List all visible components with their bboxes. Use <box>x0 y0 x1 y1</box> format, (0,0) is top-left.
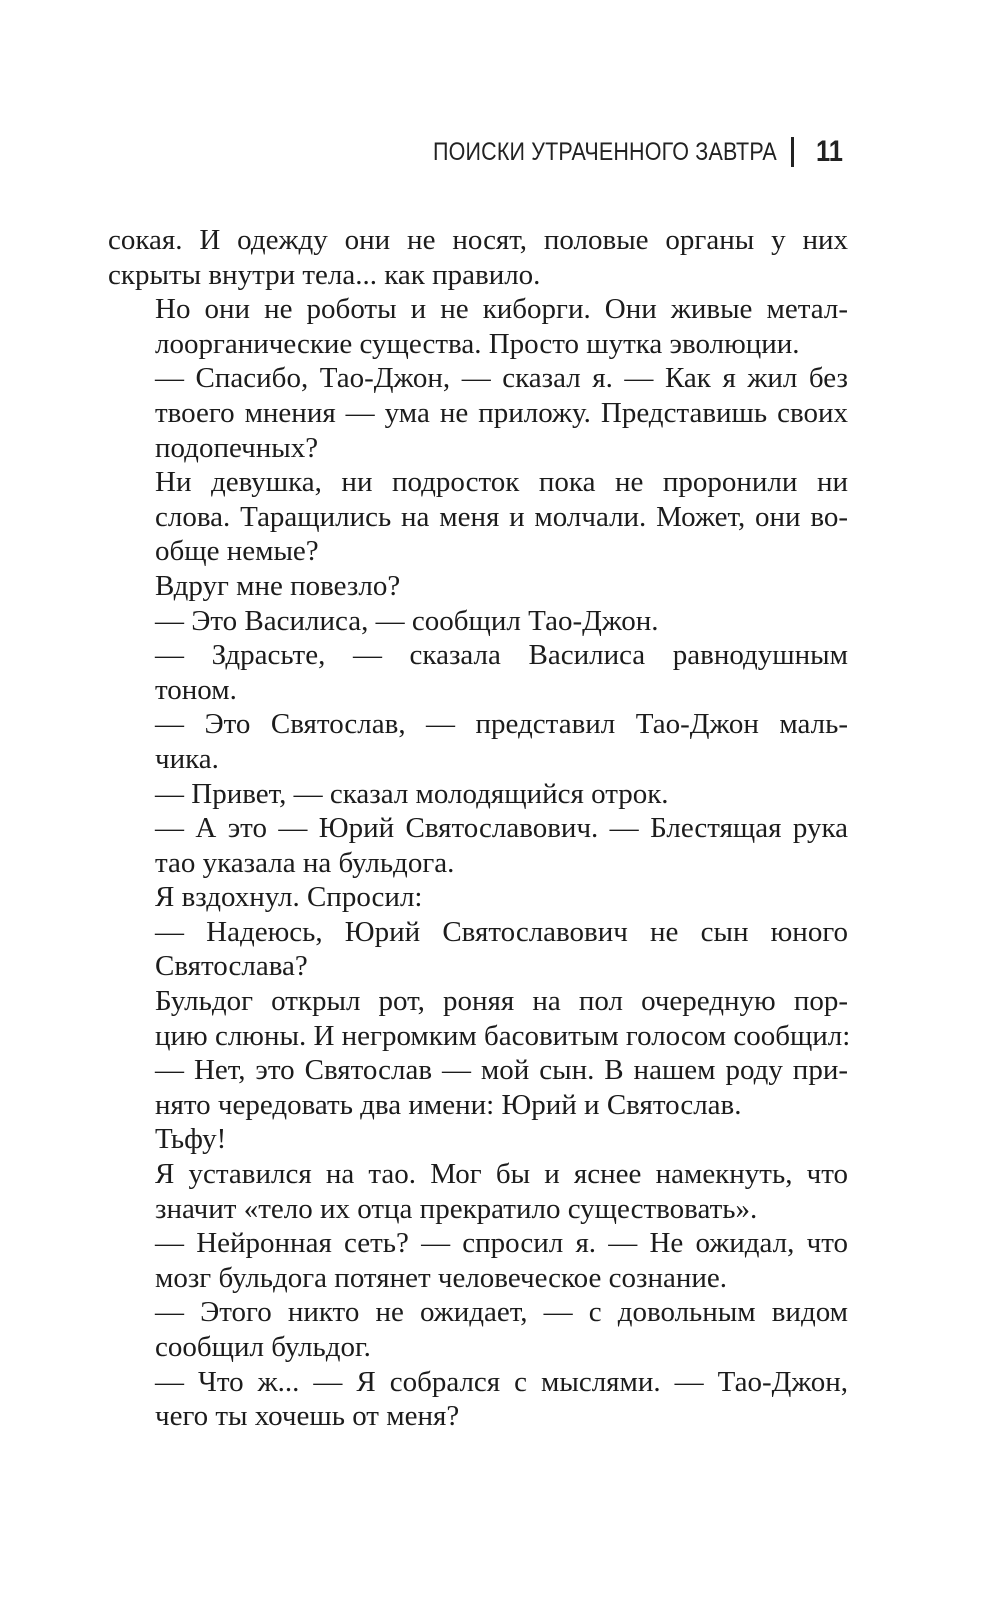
text-line: — Здрасьте, — сказала Василиса равнодушным <box>155 639 848 672</box>
text-line: Я уставился на тао. Мог бы и яснее намекнуть, что <box>155 1158 848 1191</box>
header-divider <box>791 137 794 167</box>
paragraph <box>108 638 848 707</box>
paragraph <box>108 915 848 984</box>
text-line: нято чередовать два имени: Юрий и Святослав. <box>155 1088 742 1121</box>
text-line: Тьфу! <box>155 1123 227 1156</box>
paragraph <box>108 984 851 1053</box>
text-line: Ни девушка, ни подросток пока не проронили ни <box>155 466 848 499</box>
text-line: чика. <box>155 742 219 775</box>
text-line: сокая. И одежду они не носят, половые органы у них <box>108 224 848 256</box>
text-line: мозг бульдога потянет человеческое сознание. <box>155 1261 727 1294</box>
text-line: скрыты внутри тела... как правило. <box>108 258 541 291</box>
text-line: Бульдог открыл рот, роняя на пол очередную пор- <box>155 985 848 1018</box>
body-text <box>108 223 851 1434</box>
paragraph <box>108 1365 848 1434</box>
text-line: — Привет, — сказал молодящийся отрок. <box>155 777 669 810</box>
paragraph <box>108 569 848 604</box>
text-line: слова. Таращились на меня и молчали. Может, они во- <box>155 500 848 533</box>
text-line: цию слюны. И негромким басовитым голосом сообщил: <box>155 1019 851 1052</box>
text-line: тао указала на бульдога. <box>155 846 455 879</box>
paragraph <box>108 707 848 776</box>
paragraph <box>108 223 848 292</box>
text-line: Святослава? <box>155 950 308 983</box>
running-title: ПОИСКИ УТРАЧЕННОГО ЗАВТРА <box>433 137 778 166</box>
text-line: — Этого никто не ожидает, — с довольным видом <box>155 1296 848 1329</box>
text-line: сообщил бульдог. <box>155 1331 371 1363</box>
text-line: Я вздохнул. Спросил: <box>155 881 423 914</box>
running-header <box>377 132 848 172</box>
paragraph <box>108 1053 848 1122</box>
text-line: подопечных? <box>155 431 319 464</box>
text-line: — Спасибо, Тао-Джон, — сказал я. — Как я жил без <box>155 362 848 395</box>
paragraph <box>108 465 848 569</box>
paragraph <box>108 1226 848 1295</box>
text-line: твоего мнения — ума не приложу. Представишь своих <box>155 396 848 429</box>
text-line: — Надеюсь, Юрий Святославович не сын юного <box>155 915 848 948</box>
text-line: обще немые? <box>155 535 319 568</box>
text-line: — Это Святослав, — представил Тао-Джон маль- <box>155 708 848 741</box>
paragraph <box>108 880 848 915</box>
text-line: — Нет, это Святослав — мой сын. В нашем роду при- <box>155 1054 848 1087</box>
paragraph <box>108 1122 848 1157</box>
text-line: тоном. <box>155 673 237 706</box>
paragraph <box>108 361 848 465</box>
text-line: — Нейронная сеть? — спросил я. — Не ожидал, что <box>155 1227 848 1260</box>
text-line: Вдруг мне повезло? <box>155 569 401 602</box>
text-line: чего ты хочешь от меня? <box>155 1400 460 1433</box>
text-line: значит «тело их отца прекратило существовать». <box>155 1192 758 1225</box>
text-line: — А это — Юрий Святославович. — Блестящая рука <box>155 812 848 845</box>
paragraph <box>108 604 848 639</box>
text-line: лоорганические существа. Просто шутка эволюции. <box>155 327 800 360</box>
paragraph <box>108 1295 848 1364</box>
paragraph <box>108 811 848 880</box>
text-line: — Это Василиса, — сообщил Тао-Джон. <box>155 604 659 637</box>
paragraph <box>108 292 848 361</box>
paragraph <box>108 1157 848 1226</box>
paragraph <box>108 777 848 812</box>
text-line: Но они не роботы и не киборги. Они живые метал- <box>155 293 848 326</box>
text-line: — Что ж... — Я собрался с мыслями. — Тао-Джон, <box>155 1365 848 1398</box>
page-number: 11 <box>816 135 844 168</box>
